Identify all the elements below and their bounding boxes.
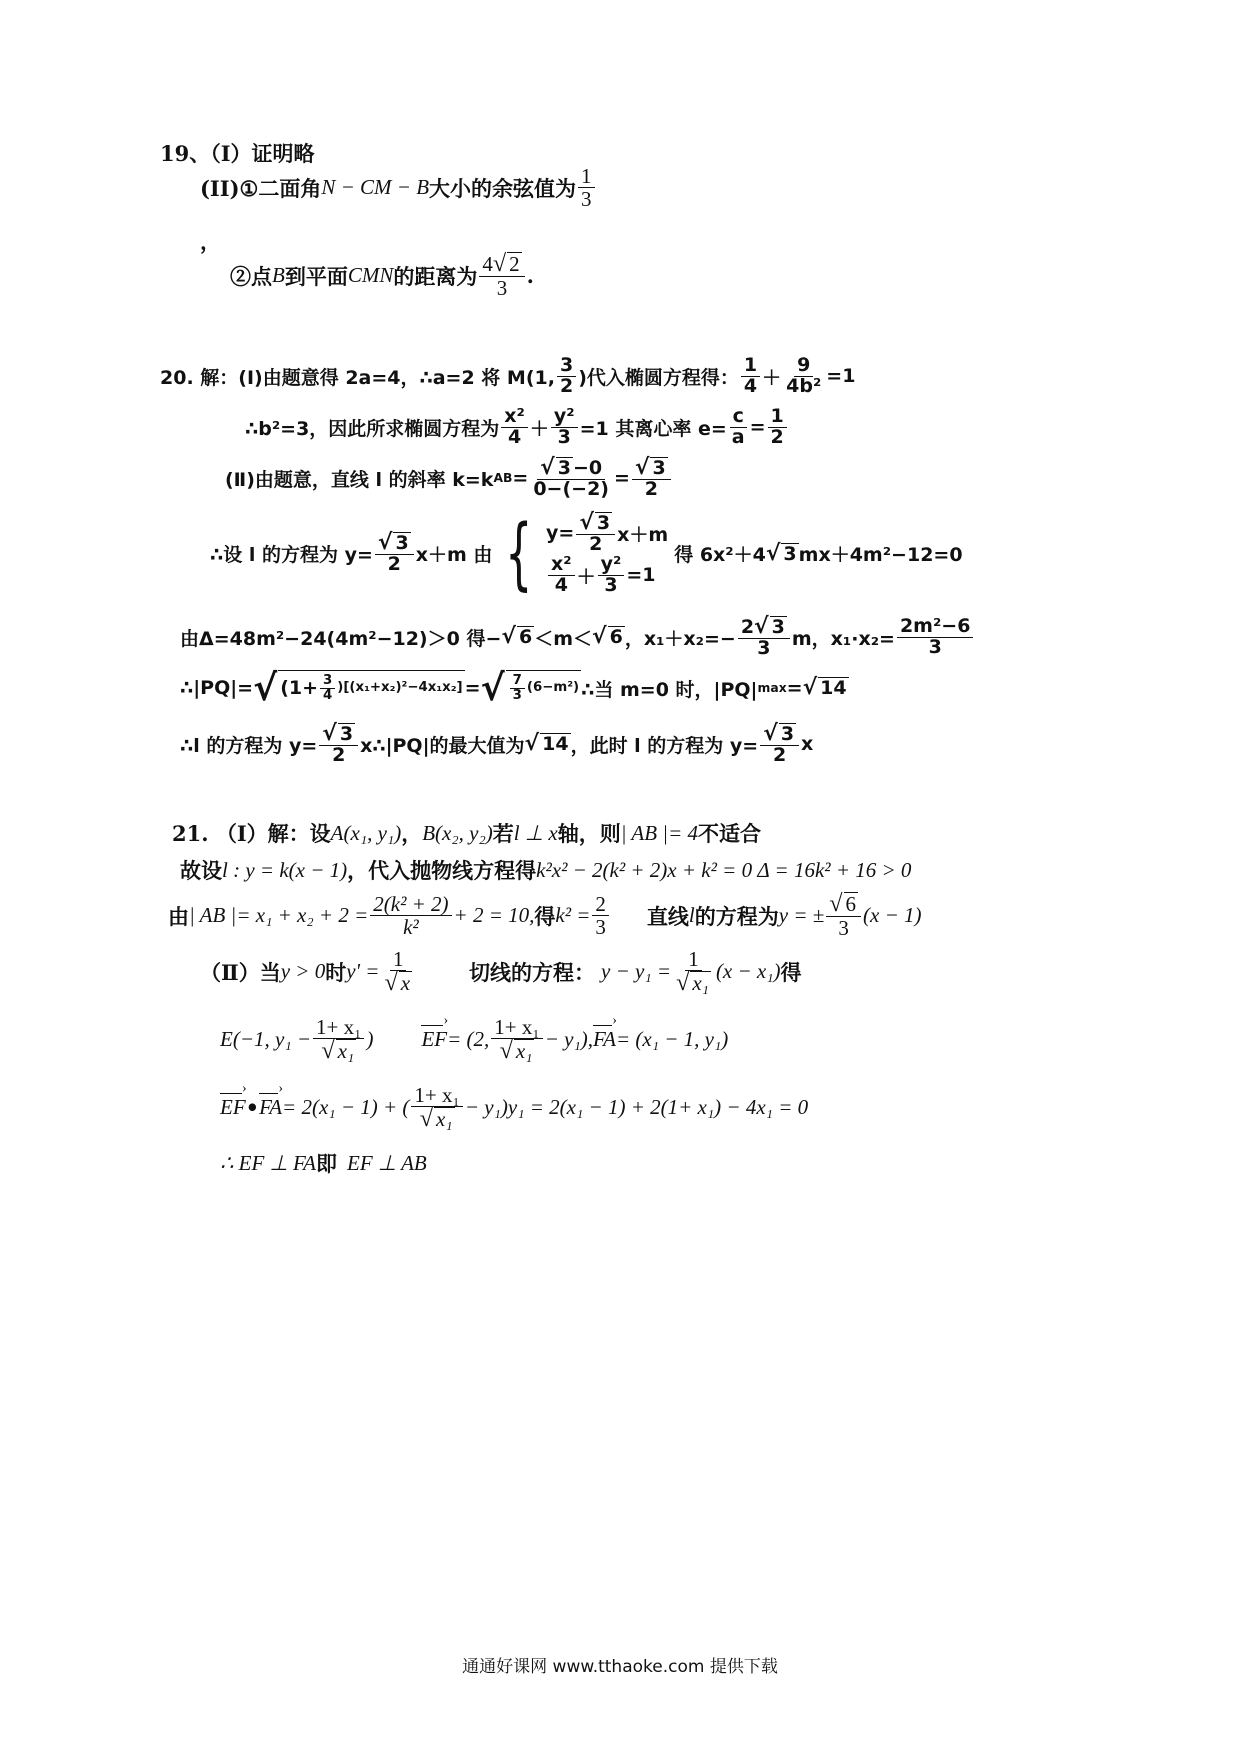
frac-num: 1+ x₁ bbox=[313, 1016, 364, 1039]
q19-comma-text: ， bbox=[200, 229, 221, 254]
fa-eq: = (x₁ − 1, y₁) bbox=[615, 1027, 729, 1052]
k-squared: k² = bbox=[555, 903, 591, 928]
eq: = bbox=[464, 677, 481, 700]
sqrt: √ 3 bbox=[754, 614, 785, 639]
frac-den bbox=[497, 1039, 538, 1063]
frac-num: 1 bbox=[578, 165, 595, 188]
radicand bbox=[278, 670, 464, 706]
radicand: 2 bbox=[509, 252, 520, 276]
frac-num: 1 bbox=[741, 356, 760, 377]
radicand: 6 bbox=[518, 626, 533, 649]
frac-num bbox=[375, 532, 414, 555]
plus: ＋ bbox=[576, 565, 596, 588]
q20-l6-b: ∴当 m=0 时，|PQ| bbox=[581, 678, 758, 701]
q19-l2-mid: 大小的余弦值为 bbox=[429, 175, 577, 201]
x-minus-x1: (x − x₁) bbox=[715, 959, 781, 984]
sqrt: √ $\frac{7}{3}$ (6−m²) bbox=[480, 667, 580, 709]
coef: 4 bbox=[482, 252, 493, 276]
sys-y: y= bbox=[546, 522, 575, 545]
frac-den: a bbox=[731, 425, 745, 448]
q20-line-4 bbox=[210, 508, 963, 599]
tangent-lhs: y − y₁ = bbox=[601, 959, 672, 984]
frac-den: 0−(−2) bbox=[533, 477, 609, 500]
sub-ab: AB bbox=[493, 471, 513, 486]
frac-num: 7 bbox=[510, 674, 525, 689]
radicand: 3 bbox=[557, 457, 571, 479]
frac-den: 3 bbox=[581, 187, 592, 212]
radicand: x₁ bbox=[692, 971, 709, 996]
frac-num: 9 bbox=[794, 356, 813, 377]
frac-den: 2 bbox=[773, 743, 787, 766]
frac bbox=[729, 407, 748, 448]
frac bbox=[551, 407, 578, 448]
q19-cos-fraction bbox=[578, 165, 595, 210]
radicand: x₁ bbox=[435, 1107, 453, 1132]
q20-l3-a: (Ⅱ)由题意，直线 l 的斜率 k=k bbox=[225, 468, 494, 491]
ab-sum: | AB |= x₁ + x₂ + 2 = bbox=[189, 903, 369, 928]
vector-ef: EF › bbox=[421, 1027, 447, 1052]
frac bbox=[375, 532, 414, 575]
frac bbox=[598, 552, 625, 596]
frac-den bbox=[381, 971, 415, 995]
coef: 2 bbox=[740, 616, 755, 638]
q20-l7-d: x bbox=[801, 733, 814, 756]
frac-num: 3 bbox=[320, 674, 335, 689]
q19-dihedral-expr: N − CM − B bbox=[321, 175, 430, 200]
frac bbox=[370, 893, 451, 938]
frac-den bbox=[318, 1039, 359, 1063]
q20-l5-a: 由Δ=48m²−24(4m²−12)＞0 得− bbox=[180, 627, 502, 650]
q20-line-1 bbox=[160, 356, 855, 397]
sqrt: √ 6 bbox=[501, 624, 533, 650]
q21-l1-c: 若 bbox=[492, 821, 514, 846]
q20-l7-a: ∴l 的方程为 y= bbox=[180, 734, 318, 757]
frac-den bbox=[417, 1107, 458, 1131]
q21-l2-b: ，代入抛物线方程得 bbox=[347, 858, 537, 883]
frac-den: 3 bbox=[838, 916, 849, 941]
left-brace: { bbox=[505, 508, 533, 599]
equation-system bbox=[546, 512, 668, 596]
sys-row-1 bbox=[546, 512, 668, 555]
frac bbox=[530, 457, 612, 500]
period: . bbox=[526, 263, 534, 289]
line-l: l bbox=[688, 903, 695, 928]
frac-den: 4 bbox=[323, 688, 333, 704]
frac-den: 2 bbox=[589, 532, 603, 555]
frac-den: 4 bbox=[507, 425, 522, 448]
q19-comma bbox=[200, 226, 221, 256]
ji: 即 bbox=[316, 1151, 338, 1176]
q21-line-6 bbox=[220, 1084, 808, 1131]
radicand bbox=[506, 670, 582, 706]
q19-part1-text: 19、（Ⅰ）证明略 bbox=[160, 141, 315, 166]
frac bbox=[320, 674, 335, 703]
frac bbox=[548, 552, 575, 596]
page-footer: 通通好课网 www.tthaoke.com 提供下载 bbox=[462, 1657, 778, 1677]
tail: −0 bbox=[572, 457, 603, 479]
frac bbox=[826, 892, 861, 939]
x-minus-1: (x − 1) bbox=[863, 903, 922, 928]
frac bbox=[491, 1016, 542, 1063]
line-eq: l : y = k(x − 1) bbox=[222, 857, 348, 882]
plus: ＋ bbox=[762, 366, 782, 389]
eq: = bbox=[613, 467, 630, 490]
radicand: x₁ bbox=[337, 1039, 355, 1064]
radicand: 14 bbox=[820, 677, 847, 700]
q20-line-3 bbox=[225, 457, 673, 500]
q19-point-b: B bbox=[272, 263, 285, 288]
frac bbox=[741, 356, 760, 397]
frac-den: 3 bbox=[496, 276, 508, 301]
q21-l4-b: 时 bbox=[325, 959, 347, 985]
q20-line-7 bbox=[180, 723, 813, 766]
vector-ef: EF › bbox=[220, 1095, 246, 1120]
frac-num: 2(k² + 2) bbox=[370, 893, 451, 916]
sqrt: √ 3 bbox=[540, 455, 571, 480]
q21-l1-d: 轴，则 bbox=[557, 821, 621, 846]
y-pm: y = ± bbox=[778, 903, 825, 928]
frac-den: 3 bbox=[557, 425, 571, 448]
q20-l2-b: =1 其离心率 e= bbox=[579, 417, 727, 440]
q19-line-3 bbox=[230, 252, 534, 299]
q20-line-2 bbox=[245, 407, 789, 448]
frac bbox=[313, 1016, 364, 1063]
dot-op: • bbox=[245, 1095, 260, 1121]
q19-l2-pre: (II)①二面角 bbox=[200, 175, 322, 201]
frac bbox=[381, 948, 415, 995]
frac-den: k² bbox=[403, 915, 419, 940]
sys-xm: x＋m bbox=[617, 523, 669, 546]
ef-tail: − y₁), bbox=[544, 1027, 594, 1052]
frac bbox=[783, 356, 824, 397]
frac-num: 2 bbox=[592, 893, 609, 916]
radicand: 6 bbox=[845, 892, 857, 916]
sqrt: √ 3 bbox=[634, 455, 666, 480]
frac-num: 2m²−6 bbox=[897, 617, 973, 638]
sqrt: √ 3 bbox=[322, 721, 354, 746]
q19-l3-post: 的距离为 bbox=[393, 263, 478, 289]
point-b: B(x₂, y₂) bbox=[422, 820, 493, 845]
y-prime: y' = bbox=[346, 959, 380, 984]
eq-ten: + 2 = 10, bbox=[453, 903, 535, 928]
frac bbox=[510, 674, 525, 703]
q21-l3-a: 由 bbox=[168, 903, 189, 929]
frac-num bbox=[537, 457, 605, 480]
radicand: 3 bbox=[780, 723, 795, 745]
point-e: E(−1, y₁ − bbox=[220, 1027, 312, 1052]
r1-b: )[(x₁+x₂)²−4x₁x₂] bbox=[337, 680, 463, 696]
q20-l5-d: m，x₁·x₂= bbox=[791, 627, 895, 650]
point-a: A(x₁, y₁) bbox=[330, 820, 402, 845]
q19-l3-mid: 到平面 bbox=[284, 263, 348, 289]
q19-distance-fraction bbox=[479, 252, 524, 299]
frac-den: 3 bbox=[928, 635, 942, 658]
sqrt: √ x bbox=[384, 969, 411, 997]
q19-line-1 bbox=[160, 138, 315, 168]
frac bbox=[760, 723, 799, 766]
q20-line-5 bbox=[180, 616, 975, 659]
q21-line-7 bbox=[220, 1148, 427, 1178]
sqrt: √ x₁ bbox=[419, 1105, 453, 1133]
frac-num: x² bbox=[501, 407, 528, 428]
sqrt: √ 3 bbox=[377, 530, 409, 556]
plus: ＋ bbox=[529, 417, 549, 440]
frac-num bbox=[760, 723, 799, 746]
dot-product-b: − y₁)y₁ = 2(x₁ − 1) + 2(1+ x₁) − 4x₁ = 0 bbox=[464, 1095, 809, 1120]
frac-num: y² bbox=[598, 555, 625, 576]
sqrt: √ 3 bbox=[765, 540, 797, 566]
sqrt: √ x₁ bbox=[499, 1037, 533, 1065]
vector-fa: FA › bbox=[259, 1095, 282, 1120]
frac-num: c bbox=[730, 407, 747, 428]
q21-l4-a: （Ⅱ）当 bbox=[200, 959, 281, 985]
vector-fa: FA › bbox=[593, 1027, 616, 1052]
q20-l5-c: ，x₁＋x₂=− bbox=[624, 627, 736, 650]
frac-den: 3 bbox=[595, 915, 606, 940]
radicand: 3 bbox=[596, 512, 611, 534]
eq: = bbox=[749, 416, 766, 439]
q20-l7-c: ，此时 l 的方程为 y= bbox=[570, 734, 759, 757]
ef-perp-fa: ∴ EF ⊥ FA bbox=[220, 1150, 317, 1175]
sqrt: √ x₁ bbox=[676, 969, 709, 997]
q21-l2-a: 故设 bbox=[180, 858, 222, 883]
frac bbox=[411, 1084, 462, 1131]
comma: ， bbox=[401, 821, 423, 846]
q20-l4-b: x＋m 由 bbox=[415, 544, 493, 567]
q20-l2-a: ∴b²=3，因此所求椭圆方程为 bbox=[245, 417, 500, 440]
radicand: 3 bbox=[783, 542, 797, 565]
q21-l1-e: 不适合 bbox=[698, 821, 761, 846]
eq: = bbox=[512, 467, 529, 490]
frac-num bbox=[479, 252, 524, 277]
q21-line-2 bbox=[180, 855, 911, 885]
sqrt: √ 6 bbox=[592, 624, 623, 650]
frac-num bbox=[576, 512, 615, 535]
q21-line-1 bbox=[172, 818, 761, 848]
frac-num: 1 bbox=[685, 948, 702, 971]
perp-expr: l ⊥ x bbox=[513, 820, 558, 845]
radicand: 3 bbox=[339, 723, 354, 745]
q19-line-2 bbox=[200, 165, 597, 210]
q20-l4-c: 得 6x²＋4 bbox=[674, 544, 766, 567]
frac bbox=[557, 356, 576, 397]
quadratic-eq: k²x² − 2(k² + 2)x + k² = 0 Δ = 16k² + 16 > 0 bbox=[536, 857, 912, 882]
frac-den: 3 bbox=[604, 573, 618, 596]
ef-perp-ab: EF ⊥ AB bbox=[347, 1150, 427, 1175]
frac-den: 4b² bbox=[786, 374, 822, 397]
q20-l4-d: mx＋4m²−12=0 bbox=[798, 544, 963, 567]
frac-num: x² bbox=[548, 555, 575, 576]
frac-num: 1 bbox=[390, 948, 407, 971]
q19-l3-pre: ②点 bbox=[230, 263, 272, 289]
radicand: 3 bbox=[771, 616, 785, 638]
r2-b: (6−m²) bbox=[526, 680, 580, 696]
radicand: 14 bbox=[542, 733, 569, 756]
frac-num: 3 bbox=[557, 356, 576, 377]
frac-den: 2 bbox=[770, 425, 784, 448]
q21-l3-d: 的方程为 bbox=[694, 903, 779, 929]
frac-num: 1+ x₁ bbox=[491, 1016, 542, 1039]
ef-eq: = (2, bbox=[447, 1027, 490, 1052]
close-paren: ) bbox=[366, 1027, 374, 1052]
radicand: x₁ bbox=[515, 1039, 533, 1064]
sub-max: max bbox=[757, 681, 787, 696]
radicand: 3 bbox=[652, 457, 666, 479]
frac-den: 4 bbox=[554, 573, 568, 596]
frac-den: 4 bbox=[743, 374, 758, 397]
frac-num: 1 bbox=[768, 407, 787, 428]
frac bbox=[673, 948, 714, 995]
frac bbox=[897, 617, 973, 658]
q21-l4-c: 切线的方程： bbox=[469, 959, 596, 985]
q21-l3-b: 得 bbox=[534, 903, 556, 929]
frac bbox=[738, 616, 790, 659]
q20-l4-a: ∴设 l 的方程为 y= bbox=[210, 544, 373, 567]
frac-num bbox=[826, 892, 861, 917]
frac bbox=[576, 512, 615, 555]
q20-l7-b: x∴|PQ|的最大值为 bbox=[360, 734, 525, 757]
frac bbox=[632, 457, 671, 500]
q19-plane-cmn: CMN bbox=[347, 263, 394, 288]
frac-den: 3 bbox=[757, 636, 771, 659]
frac-den: 2 bbox=[332, 743, 346, 766]
dot-product-a: = 2(x₁ − 1) + ( bbox=[282, 1095, 410, 1120]
q20-l5-b: ＜m＜ bbox=[534, 627, 592, 650]
sqrt: √ 3 bbox=[579, 510, 611, 535]
radicand: x bbox=[400, 971, 411, 996]
radicand: 3 bbox=[395, 532, 409, 555]
frac-num: 1+ x₁ bbox=[411, 1084, 462, 1107]
frac-num bbox=[632, 457, 671, 480]
eq: = bbox=[786, 677, 803, 700]
sqrt: √ 14 bbox=[524, 731, 569, 757]
sqrt: √ (1+ $\frac{3}{4}$ )[(x₁+x₂)²−4x₁x₂] bbox=[253, 667, 463, 709]
q21-line-3 bbox=[168, 892, 922, 939]
sqrt: √ 14 bbox=[802, 675, 847, 701]
q21-l1-a: 21. （Ⅰ）解：设 bbox=[172, 821, 331, 846]
frac-num bbox=[319, 723, 358, 746]
frac-den: 3 bbox=[512, 688, 522, 704]
frac bbox=[501, 407, 528, 448]
frac bbox=[768, 407, 787, 448]
frac-den: 2 bbox=[387, 553, 401, 576]
eq-one: =1 bbox=[626, 564, 656, 587]
sqrt: √ x₁ bbox=[321, 1037, 355, 1065]
sqrt: √ 6 bbox=[829, 890, 857, 917]
radicand: 6 bbox=[609, 626, 623, 649]
q20-l6-a: ∴|PQ|= bbox=[180, 677, 254, 700]
frac-num: y² bbox=[551, 407, 578, 428]
eq-one: =1 bbox=[826, 365, 856, 388]
q21-l4-d: 得 bbox=[780, 959, 802, 985]
frac-den bbox=[673, 971, 714, 995]
r1-a: (1+ bbox=[280, 677, 319, 700]
sys-row-2 bbox=[546, 552, 668, 596]
frac-den: 2 bbox=[559, 374, 574, 397]
y-positive: y > 0 bbox=[280, 959, 326, 984]
frac bbox=[319, 723, 358, 766]
sqrt: √ 3 bbox=[763, 721, 795, 746]
q21-line-5 bbox=[220, 1016, 728, 1063]
q21-l3-c: 直线 bbox=[646, 903, 689, 929]
q20-l1-a: 20. 解：(Ⅰ)由题意得 2a=4，∴a=2 将 M(1, bbox=[160, 366, 555, 389]
frac-den: 2 bbox=[644, 477, 658, 500]
q20-l1-b: )代入椭圆方程得： bbox=[578, 366, 739, 389]
sqrt: √ 2 bbox=[492, 250, 520, 277]
q20-line-6 bbox=[180, 667, 849, 709]
q21-line-4 bbox=[200, 948, 802, 995]
ab-expr: | AB |= 4 bbox=[620, 820, 698, 845]
frac bbox=[592, 893, 609, 938]
frac-num bbox=[738, 616, 790, 639]
